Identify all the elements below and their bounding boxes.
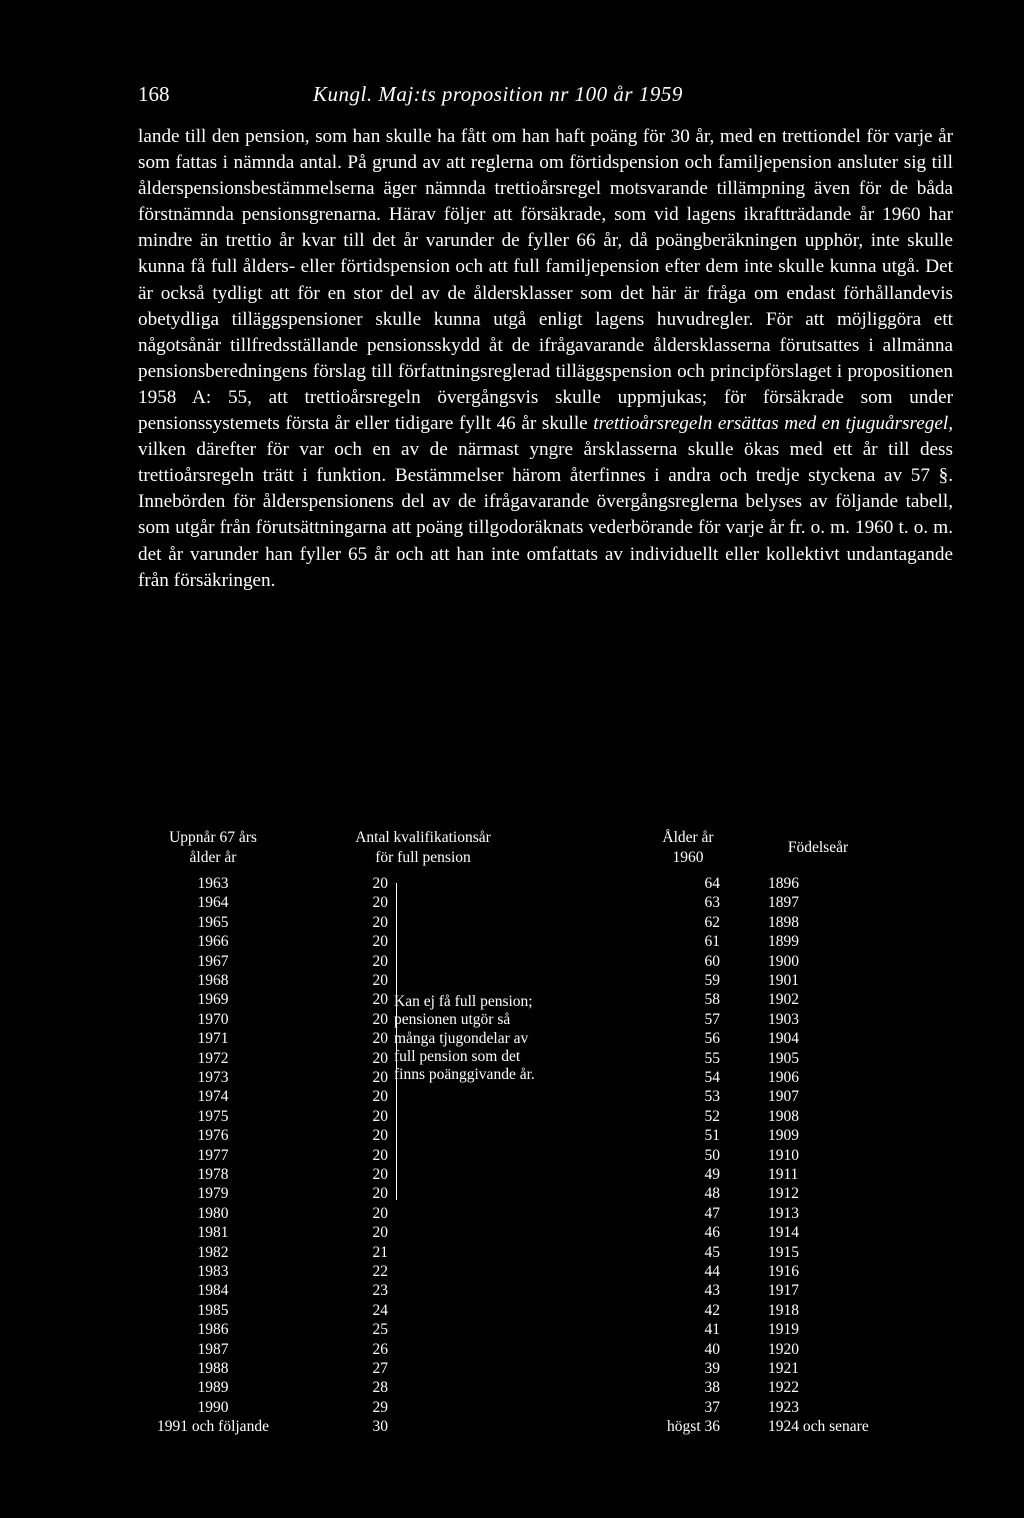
cell-age-1960: 52 — [704, 1107, 720, 1125]
cell-qualification-years: 20 — [372, 933, 388, 951]
cell-year: 1964 — [197, 894, 229, 912]
table-row — [138, 1262, 953, 1281]
cell-qualification-years: 20 — [372, 952, 388, 970]
cell-age-1960: 62 — [704, 913, 720, 931]
table-row — [138, 1281, 953, 1300]
cell-year: 1978 — [197, 1166, 229, 1183]
cell-age-1960: 54 — [704, 1069, 720, 1086]
cell-qualification-years: 20 — [372, 894, 388, 912]
brace-note-line: pensionen utgör så — [394, 1011, 511, 1029]
cell-qualification-years: 20 — [372, 972, 388, 989]
cell-year: 1966 — [197, 933, 229, 951]
cell-age-1960: 48 — [704, 1185, 720, 1203]
cell-birth-year: 1918 — [768, 1301, 799, 1319]
cell-birth-year: 1899 — [768, 933, 799, 951]
cell-birth-year: 1902 — [768, 991, 799, 1009]
cell-qualification-years: 20 — [372, 1185, 388, 1203]
table-row — [138, 1184, 953, 1203]
cell-year: 1989 — [197, 1379, 229, 1397]
header-text: Uppnår 67 års — [169, 829, 257, 846]
cell-year: 1988 — [197, 1360, 229, 1377]
table-row — [138, 1204, 953, 1223]
cell-age-1960: 60 — [704, 952, 720, 970]
table-row — [138, 1146, 953, 1165]
cell-age-1960: 47 — [704, 1204, 720, 1222]
cell-year: 1967 — [197, 952, 229, 970]
table-row — [138, 971, 953, 990]
cell-year: 1969 — [197, 991, 229, 1009]
cell-qualification-years: 20 — [372, 1204, 388, 1222]
cell-age-1960: 55 — [704, 1049, 720, 1067]
cell-birth-year: 1896 — [768, 875, 799, 892]
cell-qualification-years: 25 — [372, 1321, 388, 1339]
cell-birth-year: 1923 — [768, 1398, 799, 1416]
cell-qualification-years: 20 — [372, 1069, 388, 1086]
cell-birth-year: 1910 — [768, 1146, 799, 1164]
cell-birth-year: 1915 — [768, 1243, 799, 1261]
cell-age-1960: 64 — [704, 875, 720, 892]
cell-year: 1991 och följande — [157, 1418, 269, 1436]
cell-qualification-years: 29 — [372, 1398, 388, 1416]
brace-note-line: Kan ej få full pension; — [394, 993, 533, 1010]
page-number: 168 — [138, 82, 170, 106]
table-row — [138, 1107, 953, 1126]
cell-age-1960: 46 — [704, 1224, 720, 1242]
cell-year: 1976 — [197, 1127, 229, 1145]
table-row — [138, 1398, 953, 1417]
cell-qualification-years: 23 — [372, 1282, 388, 1300]
table-row — [138, 1359, 953, 1378]
header-col-qualification — [328, 828, 518, 868]
cell-qualification-years: 20 — [372, 1166, 388, 1183]
table-row — [138, 1029, 953, 1048]
table-row — [138, 1223, 953, 1242]
cell-qualification-years: 24 — [372, 1301, 388, 1319]
cell-year: 1979 — [197, 1185, 229, 1203]
table-row — [138, 932, 953, 951]
cell-age-1960: 43 — [704, 1282, 720, 1300]
brace-note-line: finns poänggivande år. — [394, 1066, 535, 1084]
cell-birth-year: 1911 — [768, 1166, 799, 1183]
cell-age-1960: 37 — [704, 1398, 720, 1416]
cell-year: 1970 — [197, 1010, 229, 1028]
header-text: Födelseår — [787, 839, 849, 856]
cell-birth-year: 1904 — [768, 1030, 799, 1048]
table-row — [138, 952, 953, 971]
cell-age-1960: 45 — [704, 1243, 720, 1261]
cell-age-1960: 42 — [704, 1301, 720, 1319]
header-text: 1960 — [672, 849, 704, 866]
header-text: Antal kvalifikationsår — [355, 829, 491, 846]
cell-birth-year: 1909 — [768, 1127, 799, 1145]
cell-age-1960: 58 — [704, 991, 720, 1009]
cell-year: 1975 — [197, 1107, 229, 1125]
cell-birth-year: 1921 — [768, 1360, 799, 1377]
cell-age-1960: 40 — [704, 1340, 720, 1358]
cell-birth-year: 1912 — [768, 1185, 799, 1203]
cell-birth-year: 1924 och senare — [768, 1418, 869, 1436]
cell-age-1960: 44 — [704, 1263, 720, 1280]
cell-age-1960: högst 36 — [667, 1418, 720, 1436]
cell-age-1960: 38 — [704, 1379, 720, 1397]
header-col-age — [628, 828, 748, 868]
cell-year: 1974 — [197, 1088, 229, 1106]
body-paragraph — [138, 124, 953, 594]
table-row — [138, 1049, 953, 1068]
table-row — [138, 913, 953, 932]
cell-age-1960: 39 — [704, 1360, 720, 1377]
cell-year: 1977 — [197, 1146, 229, 1164]
emphasized-text: trettioårsregeln ersättas med en tjuguårsregel, — [593, 413, 953, 435]
pension-table — [138, 828, 953, 1458]
cell-qualification-years: 20 — [372, 1088, 388, 1106]
cell-age-1960: 50 — [704, 1146, 720, 1164]
cell-qualification-years: 20 — [372, 1224, 388, 1242]
cell-birth-year: 1907 — [768, 1088, 799, 1106]
table-row — [138, 893, 953, 912]
cell-age-1960: 41 — [704, 1321, 720, 1339]
cell-birth-year: 1900 — [768, 952, 799, 970]
cell-birth-year: 1917 — [768, 1282, 799, 1300]
cell-birth-year: 1901 — [768, 972, 799, 989]
cell-year: 1980 — [197, 1204, 229, 1222]
cell-qualification-years: 20 — [372, 1010, 388, 1028]
cell-qualification-years: 21 — [372, 1243, 388, 1261]
table-row — [138, 1126, 953, 1145]
table-row — [138, 1068, 953, 1087]
table-row — [138, 990, 953, 1009]
paragraph — [138, 124, 953, 594]
table-row — [138, 1243, 953, 1262]
cell-year: 1983 — [197, 1263, 229, 1280]
cell-year: 1981 — [197, 1224, 229, 1242]
page-header — [138, 82, 953, 112]
table-row — [138, 1165, 953, 1184]
cell-birth-year: 1898 — [768, 913, 799, 931]
header-text: ålder år — [189, 849, 237, 866]
cell-qualification-years: 20 — [372, 1030, 388, 1048]
cell-birth-year: 1905 — [768, 1049, 799, 1067]
cell-birth-year: 1897 — [768, 894, 799, 912]
header-text: för full pension — [375, 849, 471, 866]
cell-birth-year: 1920 — [768, 1340, 799, 1358]
cell-year: 1985 — [197, 1301, 229, 1319]
paragraph-text-cont: vilken därefter för var och en av de närmast yngre årsklasserna skulle ökas med ett år till dess trettioårsregeln trätt i funktion. Bestämmelser härom återfinnes i andra och tredje styckena av 57 §. Innebörden för ålderspensionens del av de ifrågavarande övergångsreglerna belyses av följande tabell, som utgår från förutsättningarna att poäng tillgodoräknats vederbörande för varje år fr. o. m. 1960 t. o. m. det år varunder han fyller 65 år och att han inte omfattats av individuellt eller kollektivt undantagande från försäkringen. — [138, 439, 953, 591]
cell-age-1960: 56 — [704, 1030, 720, 1048]
table-row — [138, 874, 953, 893]
running-title: Kungl. Maj:ts proposition nr 100 år 1959 — [313, 82, 683, 106]
cell-qualification-years: 22 — [372, 1263, 388, 1280]
cell-year: 1984 — [197, 1282, 229, 1300]
cell-year: 1982 — [197, 1243, 229, 1261]
cell-birth-year: 1903 — [768, 1010, 799, 1028]
table-row — [138, 1087, 953, 1106]
cell-birth-year: 1908 — [768, 1107, 799, 1125]
cell-age-1960: 57 — [704, 1010, 720, 1028]
cell-year: 1963 — [197, 875, 229, 892]
cell-year: 1987 — [197, 1340, 229, 1358]
header-col-year — [138, 828, 288, 868]
cell-qualification-years: 20 — [372, 1127, 388, 1145]
cell-qualification-years: 27 — [372, 1360, 388, 1377]
cell-qualification-years: 28 — [372, 1379, 388, 1397]
cell-age-1960: 59 — [704, 972, 720, 989]
cell-age-1960: 53 — [704, 1088, 720, 1106]
table-row — [138, 1378, 953, 1397]
cell-birth-year: 1919 — [768, 1321, 799, 1339]
cell-birth-year: 1906 — [768, 1069, 799, 1086]
cell-year: 1965 — [197, 913, 229, 931]
brace-note-line: många tjugondelar av — [394, 1029, 529, 1047]
cell-qualification-years: 20 — [372, 1107, 388, 1125]
paragraph-text: lande till den pension, som han skulle ha fått om han haft poäng för 30 år, med en trettiondel för varje år som fattas i nämnda antal. På grund av att reglerna om förtidspension och familjepension ansluter sig till ålderspensionsbestämmelserna äger nämnda trettioårsregel motsvarande tillämpning även för de båda förstnämnda pensionsgrenarna. Härav följer att försäkrade, som vid lagens ikraftträdande år 1960 har mindre än trettio år kvar till det år varunder de fyller 66 år, då poängberäkningen upphör, inte skulle kunna få full ålders- eller förtidspension och att full familjepension efter dem inte skulle kunna utgå. Det är också tydligt att för en stor del av de åldersklasser som det här är fråga om endast förhållandevis obetydliga tilläggspensioner skulle kunna utgå enligt lagens huvudregler. För att möjliggöra ett någotsånär tillfredsställande pensionsskydd åt de ifrågavarande åldersklasserna förutsattes i allmänna pensionsberedningens förslag till författningsreglerad tilläggspension och principförslaget i propositionen 1958 A: 55, att trettioårsregeln övergångsvis skulle uppmjukas; för försäkrade som under pensionssystemets första år eller tidigare fyllt 46 år skulle — [138, 126, 953, 435]
cell-qualification-years: 26 — [372, 1340, 388, 1358]
cell-age-1960: 61 — [704, 933, 720, 951]
cell-year: 1986 — [197, 1321, 229, 1339]
cell-year: 1971 — [197, 1030, 229, 1048]
cell-qualification-years: 30 — [372, 1418, 388, 1436]
cell-year: 1968 — [197, 972, 229, 989]
cell-year: 1990 — [197, 1398, 229, 1416]
brace-note-line: full pension som det — [394, 1047, 521, 1065]
cell-year: 1973 — [197, 1069, 229, 1086]
cell-birth-year: 1914 — [768, 1224, 799, 1242]
cell-age-1960: 63 — [704, 894, 720, 912]
cell-qualification-years: 20 — [372, 913, 388, 931]
cell-birth-year: 1913 — [768, 1204, 799, 1222]
cell-year: 1972 — [197, 1049, 229, 1067]
cell-qualification-years: 20 — [372, 875, 388, 892]
cell-birth-year: 1916 — [768, 1263, 799, 1280]
table-row — [138, 1010, 953, 1029]
cell-qualification-years: 20 — [372, 1146, 388, 1164]
header-col-birth — [753, 838, 883, 858]
table-row — [138, 1417, 953, 1436]
cell-qualification-years: 20 — [372, 991, 388, 1009]
table-row — [138, 1301, 953, 1320]
cell-birth-year: 1922 — [768, 1379, 799, 1397]
cell-age-1960: 51 — [704, 1127, 720, 1145]
table-row — [138, 1320, 953, 1339]
cell-qualification-years: 20 — [372, 1049, 388, 1067]
table-row — [138, 1340, 953, 1359]
header-text: Ålder år — [662, 829, 714, 846]
cell-age-1960: 49 — [704, 1166, 720, 1183]
